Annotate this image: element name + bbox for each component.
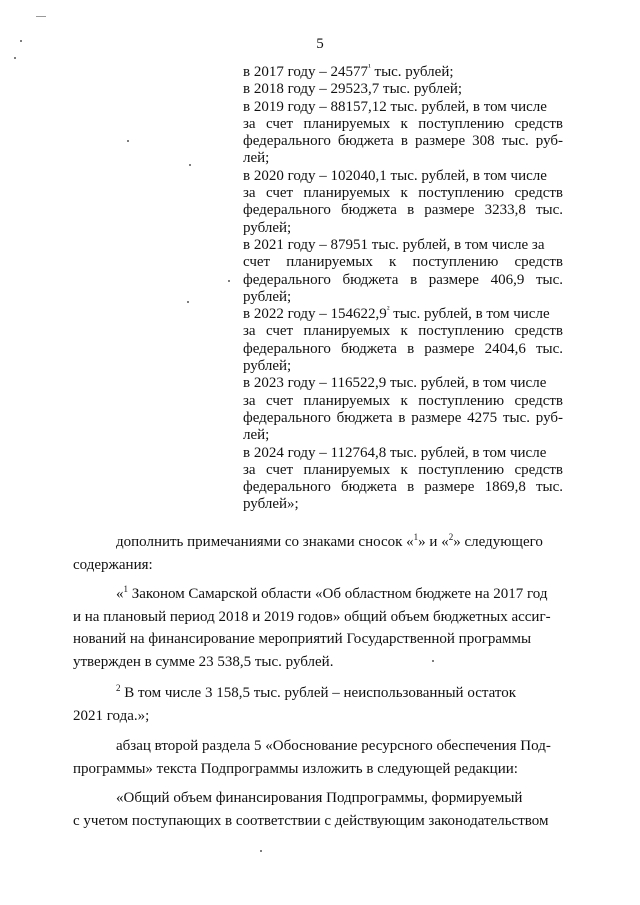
- year-2021-line: федерального бюджета в размере 406,9 тыс.: [243, 271, 563, 288]
- scan-artifact: [14, 57, 16, 59]
- paragraph-line: дополнить примечаниями со знаками сносок «$^1$» и «$^2$» следующего: [116, 532, 543, 550]
- footnote-line: «$^1$ Законом Самарской области «Об областном бюджете на 2017 год: [116, 584, 548, 602]
- year-2024-line: за счет планируемых к поступлению средств: [243, 461, 563, 478]
- year-2021-line: рублей;: [243, 288, 292, 305]
- footnote-2: [73, 682, 570, 727]
- footnote-line: утвержден в сумме 23 538,5 тыс. рублей.: [73, 653, 334, 670]
- year-2022-line: федерального бюджета в размере 2404,6 тыс.: [243, 340, 563, 357]
- scan-artifact: [127, 140, 129, 142]
- year-2021-line: счет планируемых к поступлению средств: [243, 254, 563, 271]
- footnote-line: и на плановый период 2018 и 2019 годов» общий объем бюджетных ассиг-: [73, 608, 551, 625]
- footnote-line: 2021 года.»;: [73, 707, 150, 724]
- year-2019-line: лей;: [243, 150, 270, 167]
- paragraph-line: абзац второй раздела 5 «Обоснование ресурсного обеспечения Под-: [116, 738, 551, 754]
- year-2019-line: в 2019 году – 88157,12 тыс. рублей, в том числе: [243, 98, 547, 115]
- scan-artifact: [20, 40, 22, 42]
- funding-by-year-list: [243, 64, 563, 514]
- year-2023-line: за счет планируемых к поступлению средств: [243, 392, 563, 409]
- page-number: 5: [316, 36, 324, 52]
- paragraph-line: «Общий объем финансирования Подпрограммы, формируемый: [116, 790, 523, 806]
- year-2019-line: федерального бюджета в размере 308 тыс. руб-: [243, 133, 563, 150]
- scan-artifact: [228, 280, 230, 282]
- year-2020-line: за счет планируемых к поступлению средств: [243, 185, 563, 202]
- paragraph-total-financing: [73, 787, 570, 832]
- paragraph-section-5: [73, 735, 570, 780]
- year-2024-line: в 2024 году – 112764,8 тыс. рублей, в том числе: [243, 444, 547, 461]
- scan-artifact: [187, 301, 189, 303]
- scan-artifact: [260, 850, 262, 852]
- footnote-line: $^2$ В том числе 3 158,5 тыс. рублей – неиспользованный остаток: [116, 683, 517, 701]
- year-2017-line: в 2017 году – $24577^{^1}$ тыс. рублей;: [243, 62, 454, 80]
- year-2021-line: в 2021 году – 87951 тыс. рублей, в том числе за: [243, 236, 545, 253]
- year-2024-line: рублей»;: [243, 496, 299, 513]
- paragraph-line: содержания:: [73, 556, 153, 573]
- year-2020-line: в 2020 году – 102040,1 тыс. рублей, в том числе: [243, 167, 547, 184]
- scan-artifact: [432, 660, 434, 662]
- year-2022-line: в 2022 году – $154622,9^{^2}$ тыс. рублей, в том числе: [243, 304, 550, 323]
- footnote-1: [73, 583, 570, 673]
- year-2019-line: за счет планируемых к поступлению средств: [243, 115, 563, 132]
- paragraph-line: программы» текста Подпрограммы изложить в следующей редакции:: [73, 760, 518, 777]
- year-2023-line: в 2023 году – 116522,9 тыс. рублей, в том числе: [243, 375, 547, 392]
- year-2023-line: федерального бюджета в размере 4275 тыс. руб-: [243, 409, 563, 426]
- year-2020-line: федерального бюджета в размере 3233,8 тыс.: [243, 202, 563, 219]
- year-2023-line: лей;: [243, 427, 270, 444]
- paragraph-line: с учетом поступающих в соответствии с действующим законодательством: [73, 812, 549, 829]
- year-2022-line: за счет планируемых к поступлению средств: [243, 323, 563, 340]
- year-2024-line: федерального бюджета в размере 1869,8 тыс.: [243, 479, 563, 496]
- year-2020-line: рублей;: [243, 219, 292, 236]
- scan-artifact: [189, 164, 191, 166]
- paragraph-footnote-intro: [73, 531, 570, 576]
- scan-artifact: [36, 16, 46, 17]
- year-2022-line: рублей;: [243, 358, 292, 375]
- year-2018-line: в 2018 году – 29523,7 тыс. рублей;: [243, 81, 463, 98]
- footnote-line: нований на финансирование мероприятий Государственной программы: [73, 631, 532, 647]
